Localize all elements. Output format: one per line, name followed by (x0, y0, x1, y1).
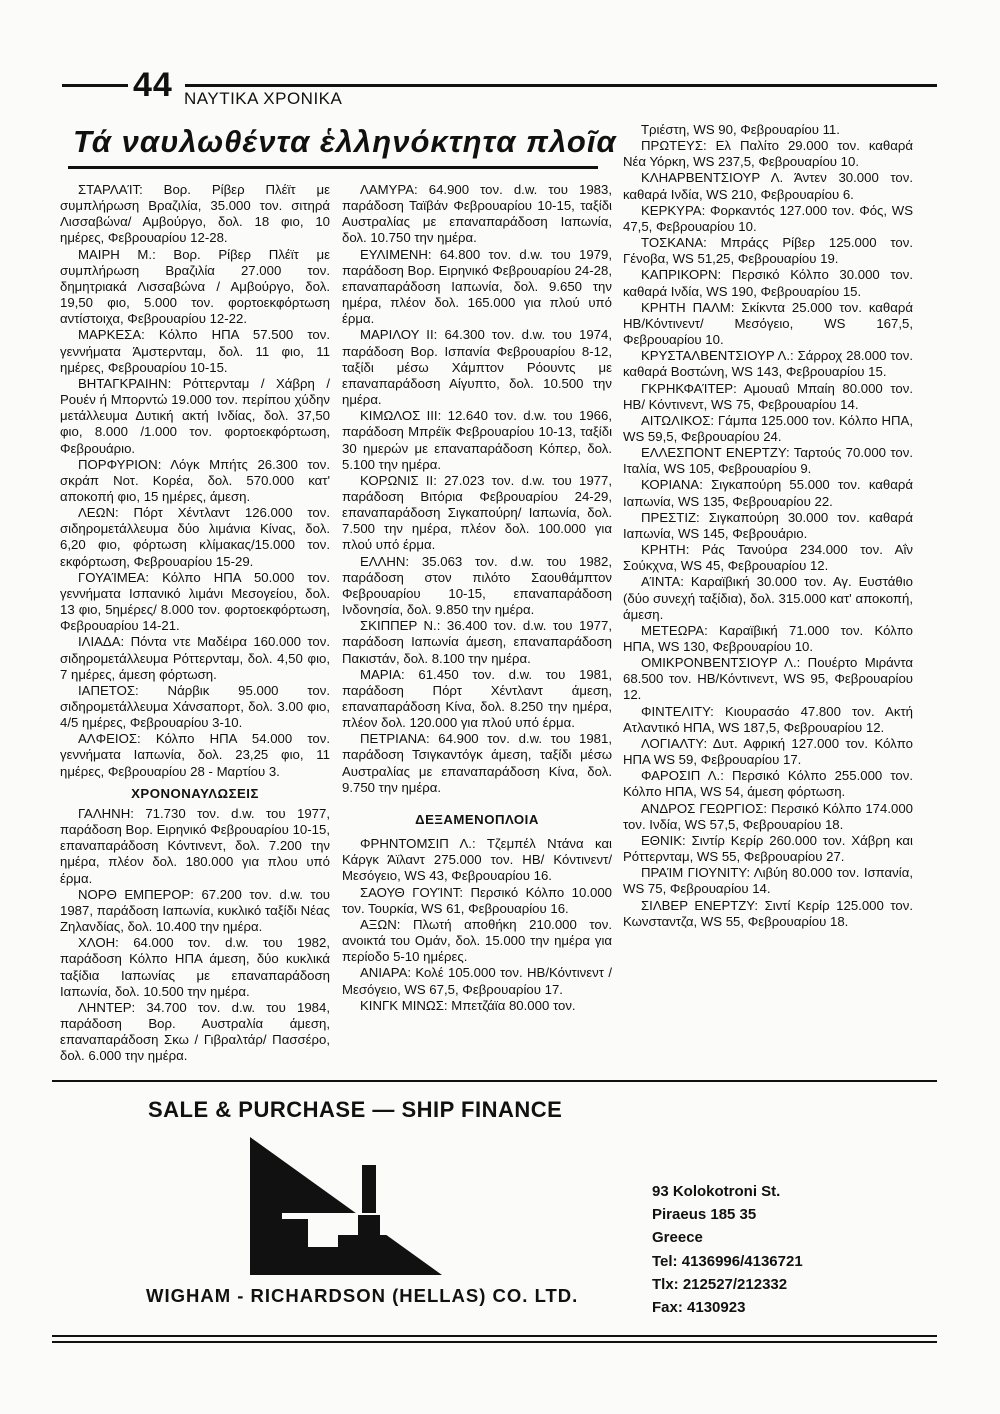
header-rule-left (62, 84, 128, 87)
charter-entry: ΝΟΡΘ ΕΜΠΕΡΟΡ: 67.200 τον. d.w. του 1987, παράδοση Ιαπωνία, κυκλικό ταξίδι Νέας Ζηλανδίας, δολ. 10.400 την ημέρα. (60, 886, 330, 935)
address-line: Tlx: 212527/212332 (652, 1275, 788, 1293)
charter-entry: ΜΕΤΕΩΡΑ: Καραϊβική 71.000 τον. Κόλπο ΗΠΑ, WS 130, Φεβρουαρίου 10. (623, 622, 913, 654)
title-underline (68, 166, 598, 169)
company-name: WIGHAM - RICHARDSON (HELLAS) CO. LTD. (146, 1285, 579, 1306)
charter-entry: ΠΕΤΡΙΑΝΑ: 64.900 τον. d.w. του 1981, παράδοση Τσιγκαντόγκ άμεση, ταξίδι μέσω Αυστραλίας με επαναπαράδοση Κίνα, δολ. 9.750 την ημέρα. (342, 731, 612, 795)
ad-bottom-rule-1 (52, 1335, 937, 1337)
charter-entry: ΚΙΝΓΚ ΜΙΝΩΣ: Μπετζάϊα 80.000 τον. (360, 997, 576, 1013)
charter-entry: ΦΙΝΤΕΛΙΤΥ: Κιουρασάο 47.800 τον. Ακτή Ατλαντικό ΗΠΑ, WS 187,5, Φεβρουαρίου 12. (623, 703, 913, 735)
contact-address (652, 1180, 803, 1319)
address-line: Piraeus 185 35 (652, 1206, 757, 1224)
charter-entry: ΟΜΙΚΡΟΝΒΕΝΤΣΙΟΥΡ Λ.: Πουέρτο Μιράντα 68.500 τον. ΗΒ/Κόντινεντ, WS 95, Φεβρουαρίου 12. (623, 655, 913, 703)
charter-entry: ΜΑΡΙΑ: 61.450 τον. d.w. του 1981, παράδοση Πόρτ Χέντλαντ άμεση, επαναπαράδοση Κίνα, δολ. 8.250 την ημέρα, πλέον δολ. 120.000 για πλού υπό έρμα. (342, 666, 612, 731)
charter-entry: ΑΝΙΑΡΑ: Κολέ 105.000 τον. ΗΒ/Κόντινεντ / Μεσόγειο, WS 67,5, Φεβρουαρίου 17. (342, 965, 612, 997)
charter-entry: ΙΑΠΕΤΟΣ: Νάρβικ 95.000 τον. σιδηρομετάλλευμα Χάνσαπορτ, δολ. 3.00 φιο, 4/5 ημέρες, Φεβρουαρίου 3-10. (60, 682, 330, 731)
charter-entry: ΑΙΤΩΛΙΚΟΣ: Γάμπα 125.000 τον. Κόλπο ΗΠΑ, WS 59,5, Φεβρουαρίου 24. (623, 412, 913, 444)
charter-entry: ΒΗΤΑΓΚΡΑΙΗΝ: Ρόττερνταμ / Χάβρη / Ρουέν ή Μπορντώ 19.000 τον. περίπου χύδην μετάλλευμα Δυτική ακτή Ινδίας, δολ. 37,50 φιο, 8.000 /1.000 τον. φορτοεκφόρτωση, Φεβρουάριο. (60, 375, 330, 456)
column-2 (342, 182, 612, 1014)
charter-entry: ΧΛΟΗ: 64.000 τον. d.w. του 1982, παράδοση Κόλπο ΗΠΑ άμεση, δύο κυκλικά ταξίδια Ιαπωνίας με επαναπαράδοση Ιαπωνία, δολ. 10.500 την ημέρα. (60, 935, 330, 999)
charter-entry: Τριέστη, WS 90, Φεβρουαρίου 11. (641, 122, 840, 137)
magazine-name: ΝΑΥΤΙΚΑ ΧΡΟΝΙΚΑ (184, 89, 343, 108)
header-rule-right (185, 84, 937, 87)
charter-entry: ΓΑΛΗΝΗ: 71.730 τον. d.w. του 1977, παράδοση Βορ. Ειρηνικό Φεβρουαρίου 10-15, επαναπαράδοση Κόντινεντ, δολ. 7.200 την ημέρα, πλέον δολ. 180.000 για πλου υπό έρμα. (60, 805, 330, 886)
section-heading: ΔΕΞΑΜΕΝΟΠΛΟΙΑ (415, 811, 539, 827)
address-line: 93 Kolokotroni St. (652, 1183, 781, 1200)
charter-entry: ΛΑΜΥΡΑ: 64.900 τον. d.w. του 1983, παράδοση Ταϊβάν Φεβρουαρίου 10-15, ταξίδι Αυστραλίας με επαναπαράδοση Ιαπωνία, δολ. 10.750 την ημέρα. (342, 182, 612, 246)
charter-entry: ΚΡΗΤΗ: Ράς Τανούρα 234.000 τον. Αΐν Σούκχνα, WS 45, Φεβρουαρίου 12. (623, 542, 913, 574)
section-heading: ΧΡΟΝΟΝΑΥΛΩΣΕΙΣ (131, 785, 259, 801)
charter-entry: ΑΊΝΤΑ: Καραϊβική 30.000 τον. Αγ. Ευστάθιο (δύο συνεχή ταξίδια), δολ. 315.000 κατ' αποκοπή, άμεση. (623, 574, 913, 622)
charter-entry: ΑΝΔΡΟΣ ΓΕΩΡΓΙΟΣ: Περσικό Κόλπο 174.000 τον. Ινδία, WS 57,5, Φεβρουαρίου 18. (623, 800, 913, 832)
charter-entry: ΜΑΡΙΛΟΥ ΙΙ: 64.300 τον. d.w. του 1974, παράδοση Βορ. Ισπανία Φεβρουαρίου 8-12, ταξίδι μέσω Χάμπτον Ρόουντς με επαναπαράδοση Αίγυπτο, δολ. 10.500 την ημέρα. (342, 327, 612, 408)
charter-entry: ΣΑΟΥΘ ΓΟΥΊΝΤ: Περσικό Κόλπο 10.000 τον. Τουρκία, WS 61, Φεβρουαρίου 16. (342, 884, 612, 916)
address-line: Fax: 4130923 (652, 1299, 746, 1317)
charter-entry: ΚΕΡΚΥΡΑ: Φορκαντός 127.000 τον. Φός, WS 47,5, Φεβρουαρίου 10. (623, 202, 913, 234)
charter-entry: ΕΥΛΙΜΕΝΗ: 64.800 τον. d.w. του 1979, παράδοση Βορ. Ειρηνικό Φεβρουαρίου 24-28, επαναπαράδοση Ιαπωνία, δολ. 9.650 την ημέρα, πλέον δολ. 165.000 για πλού υπό έρμα. (342, 246, 612, 327)
charter-entry: ΙΛΙΑΔΑ: Πόντα ντε Μαδέιρα 160.000 τον. σιδηρομετάλλευμα Ρόττερνταμ, δολ. 4,50 φιο, 7 ημέρες, άμεση φόρτωση. (60, 634, 330, 682)
charter-entry: ΓΚΡΗΚΦΑΊΤΕΡ: Αμουαΰ Μπαίη 80.000 τον. ΗΒ/ Κόντινεντ, WS 75, Φεβρουαρίου 14. (623, 380, 913, 412)
charter-entry: ΚΙΜΩΛΟΣ ΙΙΙ: 12.640 τον. d.w. του 1966, παράδοση Μπρέϊκ Φεβρουαρίου 10-13, ταξίδι 30 ημερών με επαναπαράδοση Κόπερ, δολ. 5.100 την ημέρα. (342, 408, 612, 472)
ad-top-rule (52, 1080, 937, 1082)
column-1 (60, 182, 330, 1064)
charter-entry: ΠΡΑΊΜ ΓΙΟΥΝΙΤΥ: Λιβύη 80.000 τον. Ισπανία, WS 75, Φεβρουαρίου 14. (623, 865, 913, 897)
charter-entry: ΦΡΗΝΤΟΜΣΙΠ Λ.: Τζεμπέλ Ντάνα και Κάργκ Άϊλαντ 275.000 τον. ΗΒ/ Κόντινεντ/ Μεσόγειο, WS 43, Φεβρουαρίου 16. (342, 836, 612, 884)
charter-entry: ΣΙΛΒΕΡ ΕΝΕΡΤΖΥ: Σιντί Κερίρ 125.000 τον. Κωνσταντζα, WS 55, Φεβρουαρίου 18. (623, 897, 913, 929)
charter-entry: ΣΤΑΡΛΑΊΤ: Βορ. Ρίβερ Πλέϊτ με συμπλήρωση Βραζιλία, 35.000 τον. σιτηρά Λισσαβώνα/ Αμβούργο, δολ. 18 φιο, 10 ημέρες, Φεβρουαρίου 12-28. (60, 182, 330, 246)
charter-entry: ΠΟΡΦΥΡΙΟΝ: Λόγκ Μπήτς 26.300 τον. σκράπ Νοτ. Κορέα, δολ. 570.000 κατ' αποκοπή φιο, 15 ημέρες, άμεση. (60, 456, 330, 504)
charter-entry: ΜΑΡΚΕΣΑ: Κόλπο ΗΠΑ 57.500 τον. γεννήματα Άμστερνταμ, δολ. 11 φιο, 11 ημέρες, Φεβρουαρίου 10-15. (60, 327, 330, 375)
charter-entry: ΜΑΙΡΗ Μ.: Βορ. Ρίβερ Πλέϊτ με συμπλήρωση Βραζιλία 27.000 τον. δημητριακά Λισσαβώνα / Αμβούργο, δολ. 19,50 φιο, 5.000 τον. φορτοεκφόρτωση αντίστοιχα, Φεβρουαρίου 12-22. (60, 246, 330, 327)
charter-entry: ΚΛΗΑΡΒΕΝΤΣΙΟΥΡ Λ. Άντεν 30.000 τον. καθαρά Ινδία, WS 210, Φεβρουαρίου 6. (623, 170, 913, 202)
charter-entry: ΠΡΕΣΤΙΖ: Σιγκαπούρη 30.000 τον. καθαρά Ιαπωνία, WS 145, Φεβρουάριο. (623, 509, 913, 541)
charter-entry: ΚΡΥΣΤΑΛΒΕΝΤΣΙΟΥΡ Λ.: Σάρροχ 28.000 τον. καθαρά Βοστώνη, WS 143, Φεβρουαρίου 15. (623, 348, 913, 380)
charter-entry: ΑΛΦΕΙΟΣ: Κόλπο ΗΠΑ 54.000 τον. γεννήματα Ιαπωνία, δολ. 23,25 φιο, 11 ημέρες, Φεβρουαρίου 28 - Μαρτίου 3. (60, 731, 330, 779)
charter-entry: ΚΟΡΩΝΙΣ ΙΙ: 27.023 τον. d.w. του 1977, παράδοση Βιτόρια Φεβρουαρίου 24-29, επαναπαράδοση Σιγκαπούρη/ Ιαπωνία, δολ. 7.500 την ημέρα, πλέον δολ. 100.000 για πλού υπό έρμα. (342, 472, 612, 553)
charter-entry: ΣΚΙΠΠΕΡ Ν.: 36.400 τον. d.w. του 1977, παράδοση Ιαπωνία άμεση, επαναπαράδοση Πακιστάν, δολ. 8.100 την ημέρα. (342, 618, 612, 666)
charter-entry: ΛΟΓΙΑΛΤΥ: Δυτ. Αφρική 127.000 τον. Κόλπο ΗΠΑ WS 59, Φεβρουαρίου 17. (623, 735, 913, 768)
ad-title: SALE & PURCHASE — SHIP FINANCE (148, 1097, 563, 1122)
charter-entry: ΑΞΩΝ: Πλωτή αποθήκη 210.000 τον. ανοικτά του Ομάν, δολ. 15.000 την ημέρα για περίοδο 5-10 ημέρες. (342, 916, 612, 965)
charter-entry: ΛΗΝΤΕΡ: 34.700 τον. d.w. του 1984, παράδοση Βορ. Αυστραλία άμεση, επαναπαράδοση Σκω / Γιβραλτάρ/ Πασσέρο, δολ. 6.000 την ημέρα. (60, 999, 330, 1064)
company-logo (242, 1135, 452, 1285)
page-number: 44 (133, 66, 173, 104)
address-line: Tel: 4136996/4136721 (652, 1252, 803, 1270)
charter-entry: ΕΛΛΕΣΠΟΝΤ ΕΝΕΡΤΖΥ: Ταρτούς 70.000 τον. Ιταλία, WS 105, Φεβρουαρίου 9. (623, 445, 913, 477)
charter-entry: ΕΛΛΗΝ: 35.063 τον. d.w. του 1982, παράδοση στον πιλότο Σαουθάμπτον Φεβρουαρίου 10-15, επαναπαράδοση Ινδονησία, δολ. 9.850 την ημέρα. (342, 553, 612, 618)
ad-bottom-rule-2 (52, 1341, 937, 1343)
charter-entry: ΚΟΡΙΑΝΑ: Σιγκαπούρη 55.000 τον. καθαρά Ιαπωνία, WS 135, Φεβρουαρίου 22. (623, 477, 913, 509)
charter-entry: ΕΘΝΙΚ: Σιντίρ Κερίρ 260.000 τον. Χάβρη και Ρόττερνταμ, WS 55, Φεβρουαρίου 27. (623, 832, 913, 865)
charter-entry: ΚΑΠΡΙΚΟΡΝ: Περσικό Κόλπο 30.000 τον. καθαρά Ινδία, WS 190, Φεβρουαρίου 15. (623, 267, 913, 299)
charter-entry: ΤΟΣΚΑΝΑ: Μπράςς Ρίβερ 125.000 τον. Γένοβα, WS 51,25, Φεβρουαρίου 19. (623, 235, 913, 267)
charter-entry: ΚΡΗΤΗ ΠΑΛΜ: Σκίκντα 25.000 τον. καθαρά ΗΒ/Κόντινεντ/ Μεσόγειο, WS 167,5, Φεβρουαρίου 10. (623, 299, 913, 348)
article-title: Τά ναυλωθέντα ἑλληνόκτητα πλοῖα (73, 124, 617, 159)
column-3 (623, 122, 913, 930)
charter-entry: ΠΡΩΤΕΥΣ: Ελ Παλίτο 29.000 τον. καθαρά Νέα Υόρκη, WS 237,5, Φεβρουαρίου 10. (623, 138, 913, 170)
charter-entry: ΓΟΥΑΊΜΕΑ: Κόλπο ΗΠΑ 50.000 τον. γεννήματα Ισπανικό λιμάνι Μεσογείου, δολ. 13 φιο, 5ημέρες/ 8.000 τον. φορτοεκφόρτωση, Φεβρουαρίου 14-21. (60, 569, 330, 634)
charter-entry: ΦΑΡΟΣΙΠ Λ.: Περσικό Κόλπο 255.000 τον. Κόλπο ΗΠΑ, WS 54, άμεση φόρτωση. (623, 768, 913, 800)
address-line: Greece (652, 1229, 703, 1247)
charter-entry: ΛΕΩΝ: Πόρτ Χέντλαντ 126.000 τον. σιδηρομετάλλευμα δύο λιμάνια Κίνας, δολ. 6,20 φιο, φόρτωση κλίμακας/15.000 τον. εκφόρτωση, Φεβρουαρίου 15-29. (60, 505, 330, 569)
